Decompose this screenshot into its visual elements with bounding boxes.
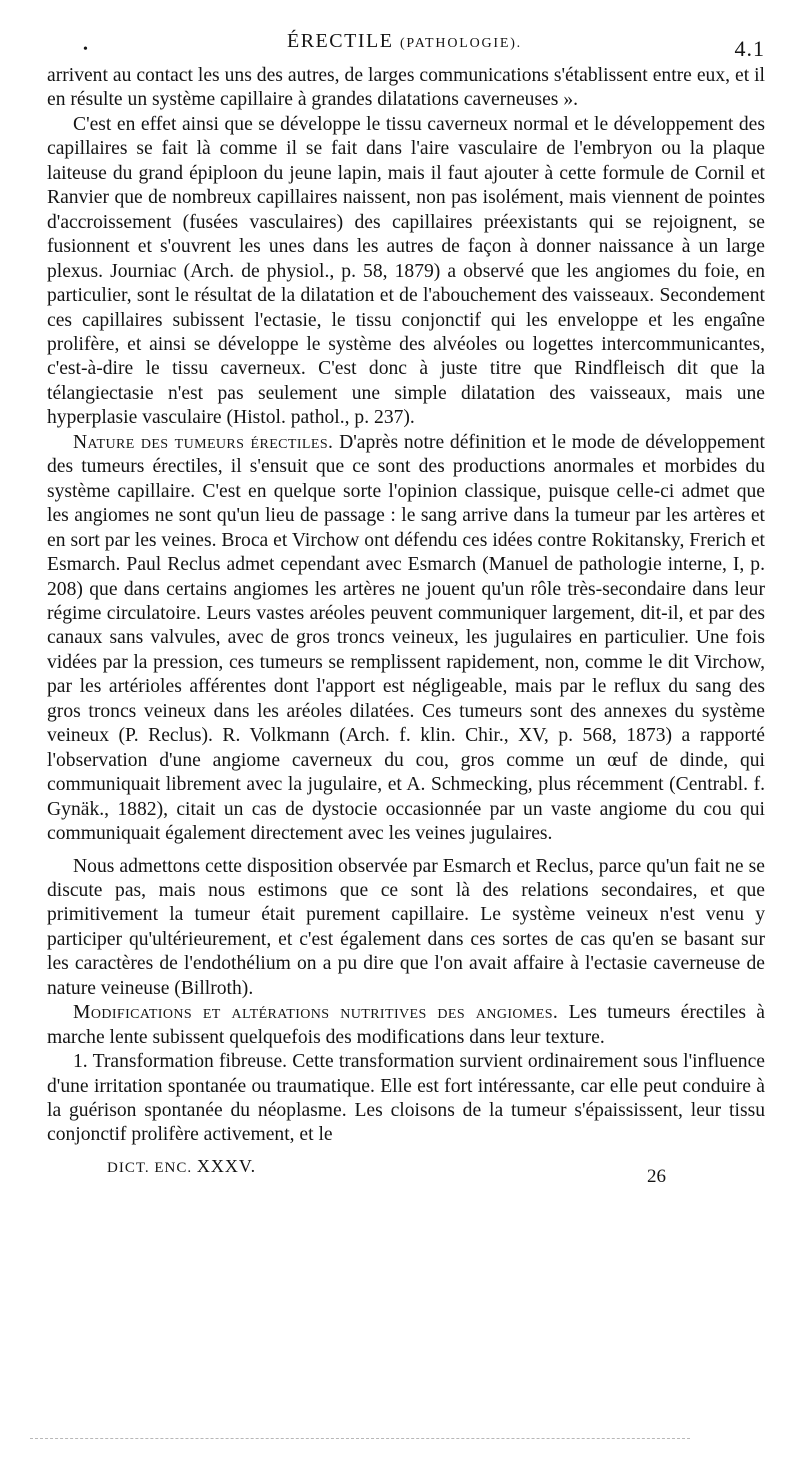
paragraph-modifications-text: Les tumeurs érectiles à marche lente subissent quelquefois des modifications dans leur texture. (47, 1002, 765, 1048)
paragraph-nature (47, 431, 765, 847)
paragraph-development: C'est en effet ainsi que se développe le tissu caverneux normal et le développement des capillaires se fait là comme il se fait dans l'aire vasculaire de l'embryon ou la plaque laiteuse du grand épiploon du jeune lapin, mais il faut ajouter à cette formule de Cornil et Ranvier que de nombreux capillaires naissent, non pas isolément, mais viennent de pointes d'accroissement (fusées vasculaires) des capillaires préexistants qui se rejoignent, se fusionnent et s'ouvrent les unes dans les autres de façon à donner naissance à un large plexus. Journiac (Arch. de physiol., p. 58, 1879) a observé que les angiomes du foie, en particulier, sont le résultat de la dilatation et de l'abouchement des vaisseaux. Secondement ces capillaires subissent l'ectasie, le tissu conjonctif qui les enveloppe et les engaîne prolifère, et ainsi se développe le système des alvéoles ou logettes intercommunicantes, c'est-à-dire le tissu caverneux. C'est donc à juste titre que Rindfleisch dit que la télangiectasie n'est pas seulement une simple dilatation des vaisseaux, mais une hyperplasie vasculaire (Histol. pathol., p. 237). (47, 113, 765, 429)
running-title (287, 30, 522, 53)
paragraph-continuation: arrivent au contact les uns des autres, de larges communications s'établissent entre eux, et il en résulte un système capillaire à grandes dilatations caverneuses ». (47, 65, 765, 111)
paragraph-nature-text: D'après notre définition et le mode de développement des tumeurs érectiles, il s'ensuit que ce sont des productions anormales et morbides du système capillaire. C'est en quelque sorte l'opinion classique, puisque celle-ci admet que les angiomes ne sont qu'un lieu de passage : le sang arrive dans la tumeur par les artères et en sort par les veines. Broca et Virchow ont défendu ces idées contre Rokitansky, Frerich et Esmarch. Paul Reclus admet cependant avec Esmarch (Manuel de pathologie interne, I, p. 208) que dans certains angiomes les artères ne jouent qu'un rôle très-secondaire dans leur régime circulatoire. Leurs vastes aréoles peuvent communiquer largement, dit-il, et par des canaux sans valvules, avec de gros troncs veineux, les jugulaires en particulier. Une fois vidées par la pression, ces tumeurs se remplissent rapidement, non, comme le dit Virchow, par les artérioles afférentes dont l'apport est négligeable, mais par le reflux du sang des gros troncs veineux dans les aréoles dilatées. Ces tumeurs sont des annexes du système veineux (P. Reclus). R. Volkmann (Arch. f. klin. Chir., XV, p. 568, 1873) a rapporté l'observation d'une angiome caverneux du cou, gros comme un œuf de dinde, qui communiquait librement avec la jugulaire, et A. Schmecking, plus récemment (Centrabl. f. Gynäk., 1882), citait un cas de dystocie occasionnée par un vaste angiome du cou qui communiquait également directement avec les veines jugulaires. (47, 431, 765, 845)
document-page (47, 20, 765, 1212)
section-heading-nature: Nature des tumeurs érectiles. (73, 431, 334, 453)
sheet-number: 26 (647, 1165, 666, 1187)
signature-prefix: DICT. ENC. (107, 1159, 193, 1176)
running-title-sub: (PATHOLOGIE). (399, 36, 522, 51)
running-header (47, 20, 765, 64)
scan-edge-rule (30, 1438, 690, 1440)
page-footer (47, 1152, 765, 1212)
paragraph-admission: Nous admettons cette disposition observée par Esmarch et Reclus, parce qu'un fait ne se discute pas, mais nous estimons que ce sont là des relations secondaires, et que primitivement la tumeur était purement capillaire. Le système veineux n'est venu y participer qu'ultérieurement, et c'est également dans ces sortes de cas qu'en se basant sur les caractères de l'endothélium on a pu dire que l'on avait affaire à l'ectasie caverneuse de nature veineuse (Billroth). (47, 855, 765, 999)
header-dot: • (83, 42, 88, 57)
signature-volume: XXXV. (196, 1155, 257, 1176)
page-number: 4.1 (734, 36, 765, 61)
printer-signature (107, 1156, 256, 1177)
paragraph-modifications (47, 1001, 765, 1050)
running-title-main: ÉRECTILE (287, 30, 394, 52)
body-text (47, 64, 765, 1148)
paragraph-transformation: 1. Transformation fibreuse. Cette transformation survient ordinairement sous l'influence d'une irritation spontanée ou traumatique. Elle est fort intéressante, car elle peut conduire à la guérison spontanée du néoplasme. Les cloisons de la tumeur s'épaississent, leur tissu conjonctif prolifère activement, et le (47, 1051, 765, 1146)
section-heading-modifications: Modifications et altérations nutritives des angiomes. (73, 1002, 559, 1024)
